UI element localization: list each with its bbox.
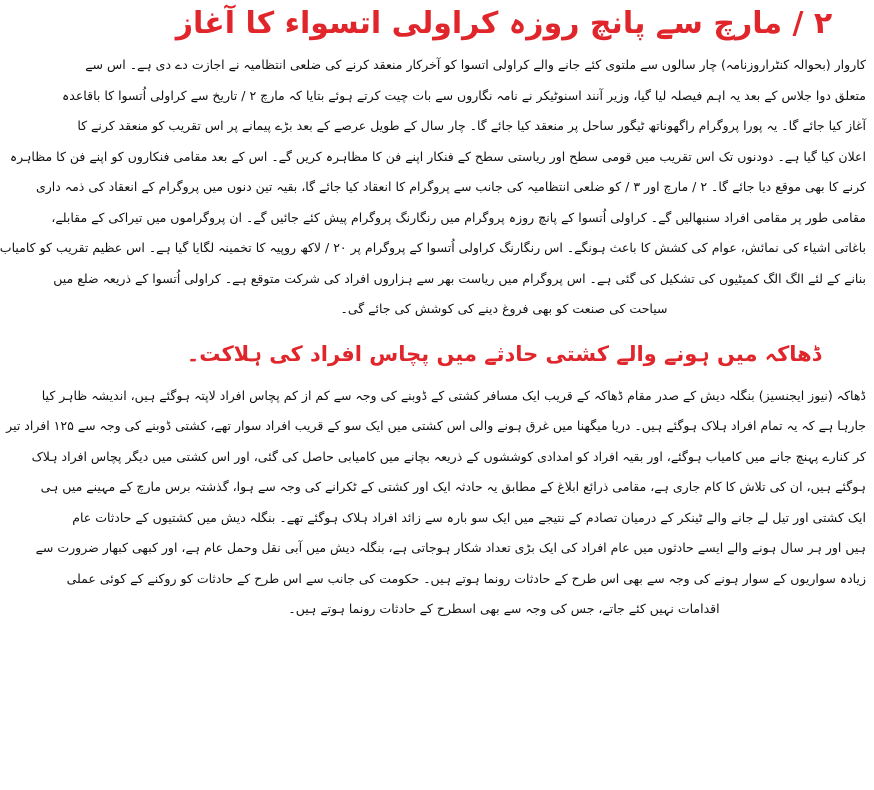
article-1-line: آغاز کیا جائے گا۔ یہ پورا پروگرام راگھوناتھ ٹیگور ساحل پر منعقد کیا جائے گا۔ چار سال کے طویل عرصے کے بعد بڑے پیمانے پر اس تقریب کو منعقد کرنے کا [77,118,866,133]
article-2-line: ڈھاکہ (نیوز ایجنسیز) بنگلہ دیش کے صدر مقام ڈھاکہ کے قریب ایک مسافر کشتی کے ڈوبنے کی وجہ سے کم از کم پچاس افراد لاپتہ ہوگئے ہیں، اندیشہ ظاہر کیا [41,387,866,403]
article-1-body [0,50,866,325]
article-1-line: مقامی طور پر مقامی افراد سنبھالیں گے۔ کراولی اُتسوا کے پانچ روزہ پروگرام میں رنگارنگ پروگرام پیش کئے جائیں گے۔ ان پروگراموں میں تیراکی کے مقابلے، [51,209,866,225]
article-1-headline: ۲ / مارچ سے پانچ روزہ کراولی اتسواء کا آغاز [175,6,833,41]
article-2-headline: ڈھاکہ میں ہونے والے کشتی حادثے میں پچاس افراد کی ہلاکت۔ [186,341,822,366]
article-2-line: ایک کشتی اور تیل لے جانے والے ٹینکر کے درمیان تصادم کے نتیجے میں ایک سو بارہ سے زائد افراد ہلاک ہوگئے تھے۔ بنگلہ دیش میں کشتیوں کے حادثات عام [72,509,866,525]
article-2-line: جارہا ہے کہ یہ تمام افراد ہلاک ہوگئے ہیں۔ دریا میگھنا میں غرق ہونے والی اس کشتی میں ایک سو کے قریب افراد سوار تھے، کشتی ڈوبنے کی وجہ سے ۱۲۵ افراد تیر [6,418,866,433]
article-1-line: باغاتی اشیاء کی نمائش، عوام کی کشش کا باعث ہونگے۔ اس رنگارنگ کراولی اُتسوا کے پروگرام پر ۲۰ / لاکھ روپیہ کا تخمینہ لگایا گیا ہے۔ اس عظیم تقریب کو کامیاب [0,240,866,255]
article-1-line: سیاحت کی صنعت کو بھی فروغ دینے کی کوشش کی جائے گی۔ [340,301,668,316]
article-2-line: ہوگئے ہیں، ان کی تلاش کا کام جاری ہے، مقامی ذرائع ابلاغ کے مطابق یہ حادثہ ایک اور کشتی کے ٹکرانے کی وجہ سے ہوا، گذشتہ برس مارچ کے مہینے میں ہی [40,479,866,494]
article-2-line: زیادہ سواریوں کے سوار ہونے کی وجہ سے بھی اس طرح کے حادثات رونما ہوتے ہیں۔ حکومت کی جانب سے اس طرح کے حادثات کو روکنے کے کوئی عملی [66,570,866,586]
article-2-line: ہیں اور ہر سال ہونے والے ایسے حادثوں میں عام افراد کی ایک بڑی تعداد شکار ہوجاتی ہے، بنگلہ دیش میں آبی نقل وحمل عام ہے، اور کبھی کبھار ضرورت سے [35,540,866,555]
article-1-line: متعلق دوا جلاس کے بعد یہ اہم فیصلہ لیا گیا، وزیر آنند اسنوٹیکر نے نامہ نگاروں سے بات چیت کرتے ہوئے بتایا کہ مارچ ۲ / تاریخ سے کراولی اُتسوا کا باقاعدہ [61,87,866,103]
article-2-line: اقدامات نہیں کئے جاتے، جس کی وجہ سے بھی اسطرح کے حادثات رونما ہوتے ہیں۔ [288,601,720,616]
article-1-line: کاروار (بحوالہ کنٹراروزنامہ) چار سالوں سے ملتوی کئے جانے والے کراولی اتسوا کو آخرکار منعقد کرنے کی ضلعی انتظامیہ نے اجازت دے دی ہے۔ اس سے [85,57,866,72]
article-1-line: کرنے کا بھی موقع دیا جائے گا۔ ۲ / مارچ اور ۳ / کو ضلعی انتظامیہ کی جانب سے پروگرام کا انعقاد کیا جائے گا، بقیہ تین دنوں میں پروگرام کے انعقاد کی ذمہ داری [35,179,866,194]
article-1-line: بنانے کے لئے الگ الگ کمیٹیوں کی تشکیل کی گئی ہے۔ اس پروگرام میں ریاست بھر سے ہزاروں افراد کی شرکت متوقع ہے۔ کراولی اُتسوا کے ذریعہ ضلع میں [53,270,866,286]
article-2-line: کر کنارے پہنچ جانے میں کامیاب ہوگئے، اور بقیہ افراد کو امدادی کوششوں کے ذریعہ بچانے میں کامیابی حاصل کی گئی، اور اس کشتی میں دیگر پچاس افراد ہلاک [31,448,866,464]
article-1-line: اعلان کیا گیا ہے۔ دودنوں تک اس تقریب میں قومی سطح اور ریاستی سطح کے فنکار اپنے فن کا مظاہرہ کریں گے۔ اس کے بعد مقامی فنکاروں کو اپنے فن کا مظاہرہ [9,148,866,164]
article-2-body [6,381,866,625]
